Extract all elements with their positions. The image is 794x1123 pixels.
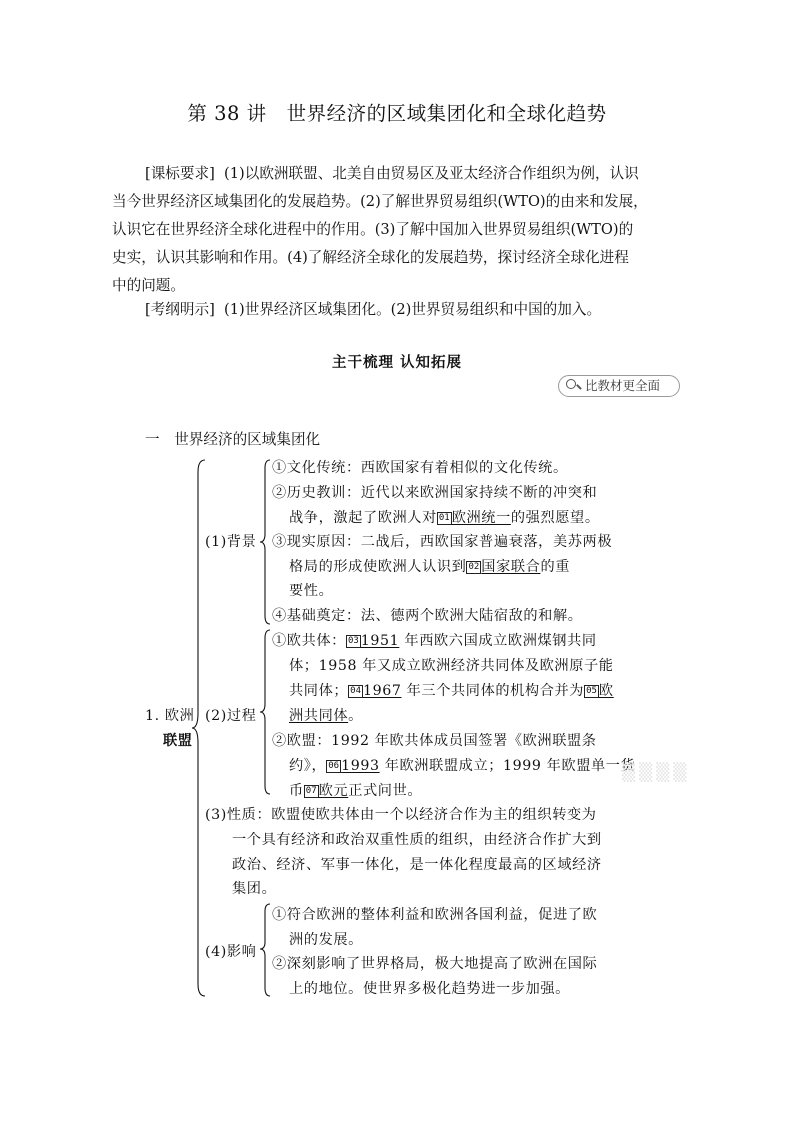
nature-line-3: 政治、经济、军事一体化，是一体化程度最高的区域经济 <box>232 857 602 873</box>
key-term: 1951 <box>360 633 400 649</box>
process-item-2b: 约》， 06 1993 年欧洲联盟成立；1999 年欧盟单一货 <box>289 758 636 774</box>
requirements-line-3: 认识它在世界经济全球化进程中的作用。(3)了解中国加入世界贸易组织(WTO)的 <box>112 221 634 238</box>
background-item-3a: ③现实原因：二战后，西欧国家普遍衰落，美苏两极 <box>272 534 613 550</box>
page-title: 第 38 讲 世界经济的区域集团化和全球化趋势 <box>187 102 607 125</box>
blank-marker: 04 <box>350 686 361 696</box>
key-term: 欧洲统一 <box>451 510 511 526</box>
key-term: 洲共同体 <box>289 708 349 724</box>
background-item-3c: 要性。 <box>289 583 334 599</box>
outline-line: [考纲明示] (1)世界经济区域集团化。(2)世界贸易组织和中国的加入。 <box>145 301 602 318</box>
blank-marker: 07 <box>305 786 317 796</box>
background-label: (1)背景 <box>205 534 257 550</box>
impact-item-1a: ①符合欧洲的整体利益和欧洲各国利益，促进了欧 <box>272 907 598 923</box>
process-brace <box>259 628 275 798</box>
impact-label: (4)影响 <box>205 944 257 960</box>
process-item-1a: ①欧共体： 03 1951 年西欧六国成立欧洲煤钢共同 <box>272 633 597 649</box>
impact-item-1b: 洲的发展。 <box>289 932 363 948</box>
watermark: ▒▒▒▒ <box>622 763 691 783</box>
search-icon <box>565 378 581 392</box>
nature-line-4: 集团。 <box>232 881 277 897</box>
blank-marker: 06 <box>328 761 340 771</box>
eu-label-line-2: 联盟 <box>163 733 193 749</box>
requirements-line-1: [课标要求] (1)以欧洲联盟、北美自由贸易区及亚太经济合作组织为例，认识 <box>145 165 639 182</box>
key-term: 国家联合 <box>481 559 541 575</box>
background-item-2b: 战争，激起了欧洲人对 01 欧洲统一的强烈愿望。 <box>289 510 600 526</box>
blank-marker: 05 <box>586 686 597 696</box>
process-item-1b: 体；1958 年又成立欧洲经济共同体及欧洲原子能 <box>289 658 614 674</box>
section-heading: 主干梳理 认知拓展 <box>331 354 463 371</box>
process-item-1c: 共同体； 04 1967 年三个共同体的机构合并为 05 欧 <box>289 683 614 699</box>
requirements-line-5: 中的问题。 <box>112 277 185 294</box>
compare-button[interactable] <box>558 375 680 397</box>
background-item-2a: ②历史教训：近代以来欧洲国家持续不断的冲突和 <box>272 485 598 501</box>
impact-item-2a: ②深刻影响了世界格局，极大地提高了欧洲在国际 <box>272 956 598 972</box>
requirements-line-2: 当今世界经济区域集团化的发展趋势。(2)了解世界贸易组织(WTO)的由来和发展， <box>112 193 648 210</box>
requirements-line-4: 史实，认识其影响和作用。(4)了解经济全球化的发展趋势，探讨经济全球化进程 <box>112 249 629 266</box>
requirements-label: [课标要求] <box>145 165 215 182</box>
process-item-2c: 币 07 欧元正式问世。 <box>289 783 423 799</box>
key-term: 欧 <box>598 683 614 699</box>
process-label: (2)过程 <box>205 708 257 724</box>
nature-line-1: (3)性质：欧盟使欧共体由一个以经济合作为主的组织转变为 <box>205 807 597 823</box>
process-item-1d: 洲共同体。 <box>289 708 363 724</box>
background-item-3b: 格局的形成使欧洲人认识到 02 国家联合的重 <box>289 559 571 575</box>
key-term: 1967 <box>363 683 402 699</box>
heading-regional-grouping: 一 世界经济的区域集团化 <box>145 431 321 448</box>
key-term: 1993 <box>341 758 380 774</box>
blank-marker: 03 <box>347 636 359 646</box>
background-item-1: ①文化传统：西欧国家有着相似的文化传统。 <box>272 460 568 476</box>
process-item-2a: ②欧盟：1992 年欧共体成员国签署《欧洲联盟条 <box>272 733 597 749</box>
outline-label: [考纲明示] <box>145 301 215 318</box>
key-term: 欧元 <box>318 783 349 799</box>
impact-item-2b: 上的地位。使世界多极化趋势进一步加强。 <box>289 981 570 997</box>
nature-line-2: 一个具有经济和政治双重性质的组织，由经济合作扩大到 <box>232 832 602 848</box>
compare-button-label: 比教材更全面 <box>585 378 661 393</box>
blank-marker: 01 <box>438 513 450 523</box>
blank-marker: 02 <box>468 562 480 572</box>
eu-label-line-1: 1. 欧洲 <box>145 708 195 724</box>
background-item-4: ④基础奠定：法、德两个欧洲大陆宿敌的和解。 <box>272 608 583 624</box>
